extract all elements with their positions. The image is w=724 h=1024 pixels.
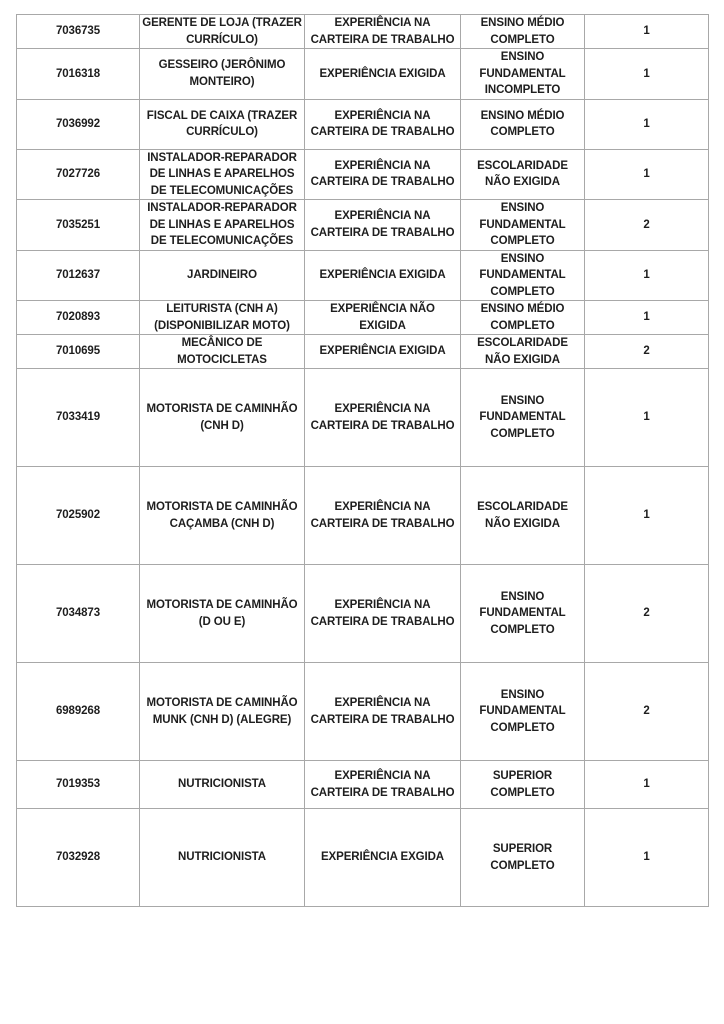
job-vacancies: 1 [585, 301, 709, 335]
job-role: LEITURISTA (CNH A) (DISPONIBILIZAR MOTO) [140, 301, 305, 335]
job-role: INSTALADOR-REPARADOR DE LINHAS E APARELHOS DE TELECOMUNICAÇÕES [140, 200, 305, 251]
table-row [17, 49, 709, 100]
job-experience: EXPERIÊNCIA NA CARTEIRA DE TRABALHO [305, 761, 461, 809]
job-vacancies: 2 [585, 200, 709, 251]
job-vacancies: 1 [585, 149, 709, 200]
job-education: ENSINO FUNDAMENTAL COMPLETO [461, 663, 585, 761]
table-row [17, 149, 709, 200]
job-role: GERENTE DE LOJA (TRAZER CURRÍCULO) [140, 15, 305, 49]
job-education: ENSINO FUNDAMENTAL COMPLETO [461, 250, 585, 301]
job-experience: EXPERIÊNCIA NA CARTEIRA DE TRABALHO [305, 467, 461, 565]
job-code: 7019353 [17, 761, 140, 809]
job-code: 7025902 [17, 467, 140, 565]
job-vacancies: 1 [585, 761, 709, 809]
job-experience: EXPERIÊNCIA EXGIDA [305, 809, 461, 907]
job-education: SUPERIOR COMPLETO [461, 809, 585, 907]
job-role: MOTORISTA DE CAMINHÃO MUNK (CNH D) (ALEGRE) [140, 663, 305, 761]
job-experience: EXPERIÊNCIA NA CARTEIRA DE TRABALHO [305, 369, 461, 467]
job-code: 7016318 [17, 49, 140, 100]
table-row [17, 467, 709, 565]
job-code: 7034873 [17, 565, 140, 663]
job-role: NUTRICIONISTA [140, 761, 305, 809]
job-role: MOTORISTA DE CAMINHÃO (CNH D) [140, 369, 305, 467]
table-row [17, 565, 709, 663]
table-row [17, 335, 709, 369]
job-vacancies: 2 [585, 335, 709, 369]
job-vacancies: 1 [585, 49, 709, 100]
job-code: 7032928 [17, 809, 140, 907]
job-education: ESCOLARIDADE NÃO EXIGIDA [461, 467, 585, 565]
job-role: MOTORISTA DE CAMINHÃO (D OU E) [140, 565, 305, 663]
table-row [17, 663, 709, 761]
job-code: 6989268 [17, 663, 140, 761]
job-vacancies: 1 [585, 467, 709, 565]
job-role: FISCAL DE CAIXA (TRAZER CURRÍCULO) [140, 99, 305, 149]
job-role: GESSEIRO (JERÔNIMO MONTEIRO) [140, 49, 305, 100]
table-row [17, 369, 709, 467]
job-vacancies: 1 [585, 369, 709, 467]
job-role: INSTALADOR-REPARADOR DE LINHAS E APARELHOS DE TELECOMUNICAÇÕES [140, 149, 305, 200]
table-row [17, 15, 709, 49]
job-role: JARDINEIRO [140, 250, 305, 301]
job-vacancies: 1 [585, 809, 709, 907]
table-row [17, 809, 709, 907]
job-education: SUPERIOR COMPLETO [461, 761, 585, 809]
job-experience: EXPERIÊNCIA NA CARTEIRA DE TRABALHO [305, 149, 461, 200]
job-experience: EXPERIÊNCIA NA CARTEIRA DE TRABALHO [305, 15, 461, 49]
job-education: ESCOLARIDADE NÃO EXIGIDA [461, 335, 585, 369]
job-education: ENSINO FUNDAMENTAL INCOMPLETO [461, 49, 585, 100]
job-education: ENSINO FUNDAMENTAL COMPLETO [461, 200, 585, 251]
job-vacancies: 2 [585, 565, 709, 663]
job-education: ENSINO FUNDAMENTAL COMPLETO [461, 565, 585, 663]
job-vacancies: 1 [585, 15, 709, 49]
table-row [17, 200, 709, 251]
job-code: 7020893 [17, 301, 140, 335]
job-vacancies: 2 [585, 663, 709, 761]
job-listings-table [16, 14, 709, 907]
job-experience: EXPERIÊNCIA NA CARTEIRA DE TRABALHO [305, 565, 461, 663]
table-row [17, 301, 709, 335]
job-experience: EXPERIÊNCIA EXIGIDA [305, 250, 461, 301]
job-code: 7012637 [17, 250, 140, 301]
job-experience: EXPERIÊNCIA NA CARTEIRA DE TRABALHO [305, 663, 461, 761]
job-education: ESCOLARIDADE NÃO EXIGIDA [461, 149, 585, 200]
job-code: 7010695 [17, 335, 140, 369]
job-code: 7033419 [17, 369, 140, 467]
job-education: ENSINO MÉDIO COMPLETO [461, 15, 585, 49]
job-experience: EXPERIÊNCIA NA CARTEIRA DE TRABALHO [305, 200, 461, 251]
job-listings-sheet [16, 14, 708, 907]
job-education: ENSINO FUNDAMENTAL COMPLETO [461, 369, 585, 467]
job-code: 7027726 [17, 149, 140, 200]
job-experience: EXPERIÊNCIA NA CARTEIRA DE TRABALHO [305, 99, 461, 149]
job-role: MOTORISTA DE CAMINHÃO CAÇAMBA (CNH D) [140, 467, 305, 565]
table-row [17, 250, 709, 301]
job-experience: EXPERIÊNCIA EXIGIDA [305, 335, 461, 369]
job-experience: EXPERIÊNCIA EXIGIDA [305, 49, 461, 100]
table-row [17, 99, 709, 149]
job-experience: EXPERIÊNCIA NÃO EXIGIDA [305, 301, 461, 335]
job-code: 7036992 [17, 99, 140, 149]
table-row [17, 761, 709, 809]
job-code: 7035251 [17, 200, 140, 251]
job-education: ENSINO MÉDIO COMPLETO [461, 301, 585, 335]
job-role: NUTRICIONISTA [140, 809, 305, 907]
job-code: 7036735 [17, 15, 140, 49]
job-role: MECÂNICO DE MOTOCICLETAS [140, 335, 305, 369]
job-education: ENSINO MÉDIO COMPLETO [461, 99, 585, 149]
job-vacancies: 1 [585, 250, 709, 301]
job-vacancies: 1 [585, 99, 709, 149]
